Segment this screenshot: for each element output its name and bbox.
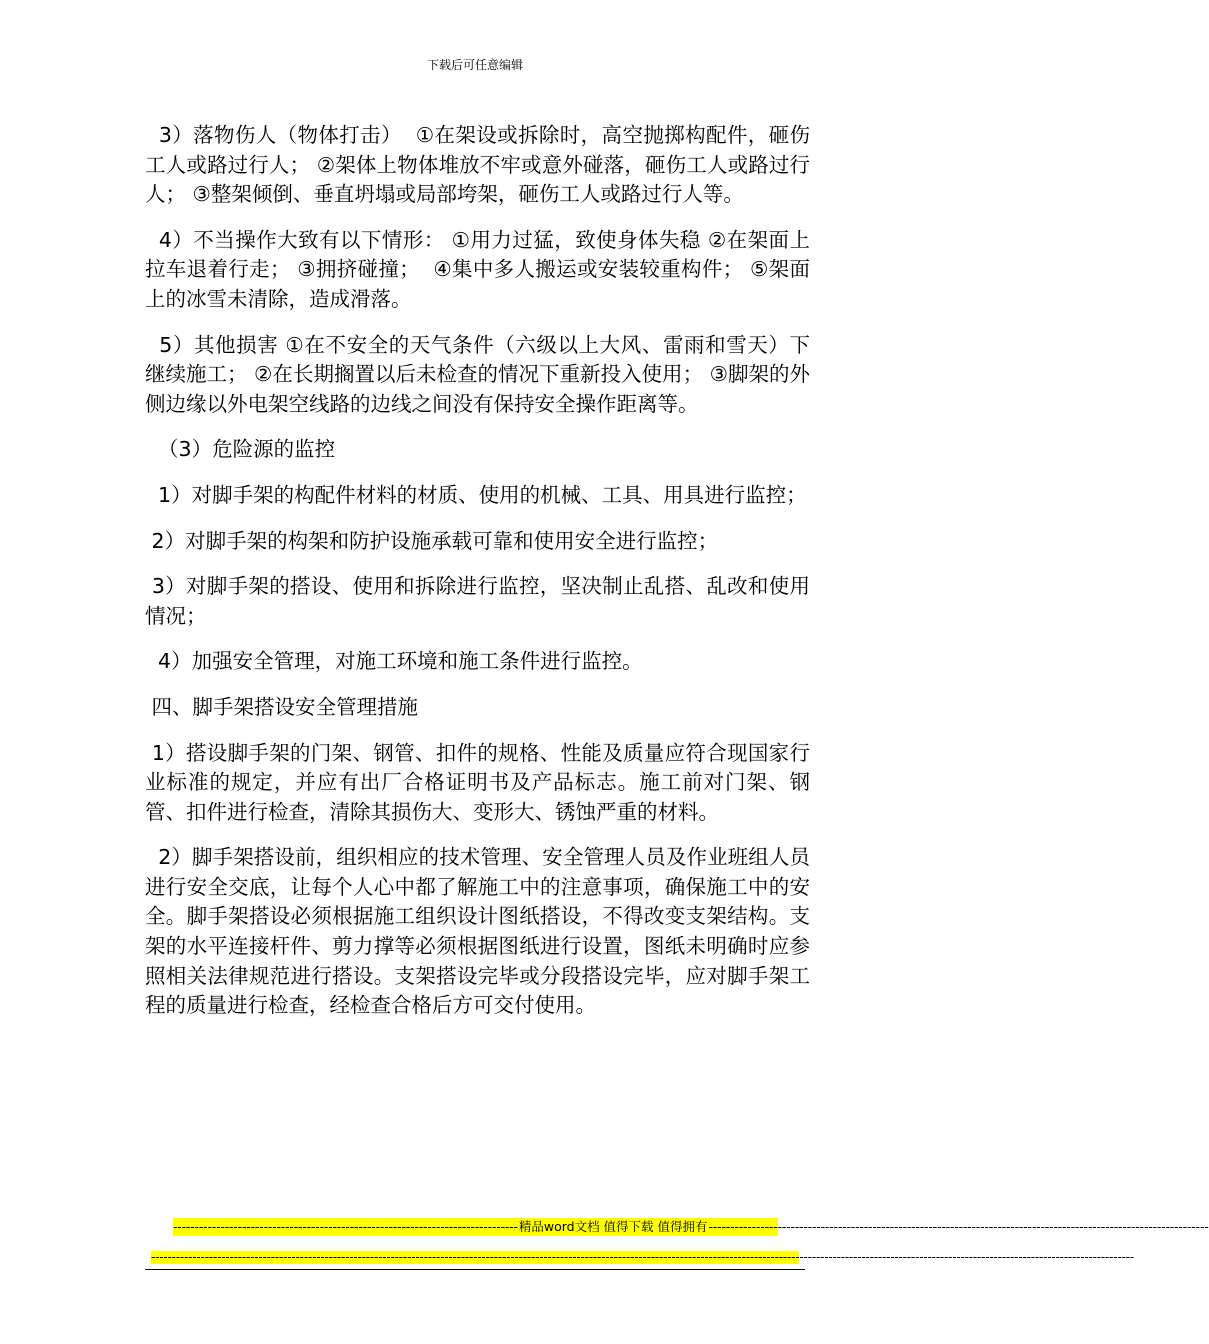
footer-label: 精品word文档 值得下载 值得拥有 xyxy=(518,1219,708,1234)
paragraph-improper-operation: 4）不当操作大致有以下情形： ①用力过猛，致使身体失稳 ②在架面上拉车退着行走； ③拥挤碰撞； ④集中多人搬运或安装较重构件； ⑤架面上的冰雪未清除，造成滑落。 xyxy=(145,227,810,311)
footer-banner xyxy=(173,1218,1209,1236)
paragraph-strengthen-management: 4）加强安全管理，对施工环境和施工条件进行监控。 xyxy=(145,649,643,674)
paragraph-safety-briefing: 2）脚手架搭设前，组织相应的技术管理、安全管理人员及作业班组人员进行安全交底，让每个人心中都了解施工中的注意事项，确保施工中的安全。脚手架搭设必须根据施工组织设计图纸搭设，不得改变支架结构。支架的水平连接杆件、剪力撑等必须根据图纸进行设置，图纸未明确时应参照相关法律规范进行搭设。支架搭设完毕或分段搭设完毕，应对脚手架工程的质量进行检查，经检查合格后方可交付使用。 xyxy=(145,845,810,1018)
footer-dash-left: -------------------------------------------------------------------------------- xyxy=(173,1219,518,1234)
paragraph-monitor-erection: 3）对脚手架的搭设、使用和拆除进行监控，坚决制止乱搭、乱改和使用情况； xyxy=(145,574,810,628)
paragraph-falling-objects: 3）落物伤人（物体打击） ①在架设或拆除时，高空抛掷构配件，砸伤工人或路过行人； ②架体上物体堆放不牢或意外碰落，砸伤工人或路过行人； ③整架倾倒、垂直坍塌或局部垮架，砸伤工人或路过行人等。 xyxy=(145,123,810,207)
footer-rule xyxy=(145,1269,805,1270)
section-heading-hazard-monitoring: （3）危险源的监控 xyxy=(145,437,336,462)
paragraph-other-damage: 5）其他损害 ①在不安全的天气条件（六级以上大风、雷雨和雪天）下继续施工； ②在长期搁置以后未检查的情况下重新投入使用； ③脚架的外侧边缘以外电架空线路的边线之间没有保持安全操作距离等。 xyxy=(145,332,810,416)
section-heading-safety-measures: 四、脚手架搭设安全管理措施 xyxy=(145,694,419,719)
footer-dash-right: -------------------------------------------------------------------------------------------------------------------- xyxy=(708,1219,1209,1234)
page-header: 下载后可任意编辑 xyxy=(426,58,523,72)
document-body xyxy=(145,121,810,1037)
paragraph-material-standards: 1）搭设脚手架的门架、钢管、扣件的规格、性能及质量应符合现国家行业标准的规定，并应有出厂合格证明书及产品标志。施工前对门架、钢管、扣件进行检查，清除其损伤大、变形大、锈蚀严重的材料。 xyxy=(145,740,810,824)
paragraph-monitor-materials: 1）对脚手架的构配件材料的材质、使用的机械、工具、用具进行监控； xyxy=(145,482,807,507)
footer-dash-line: ---------------------------------------------------------------------------------------------------------------------------------------------------------------------------------------------------------------------------------------------- xyxy=(151,1250,1134,1264)
paragraph-monitor-structure: 2）对脚手架的构架和防护设施承载可靠和使用安全进行监控； xyxy=(145,528,719,553)
